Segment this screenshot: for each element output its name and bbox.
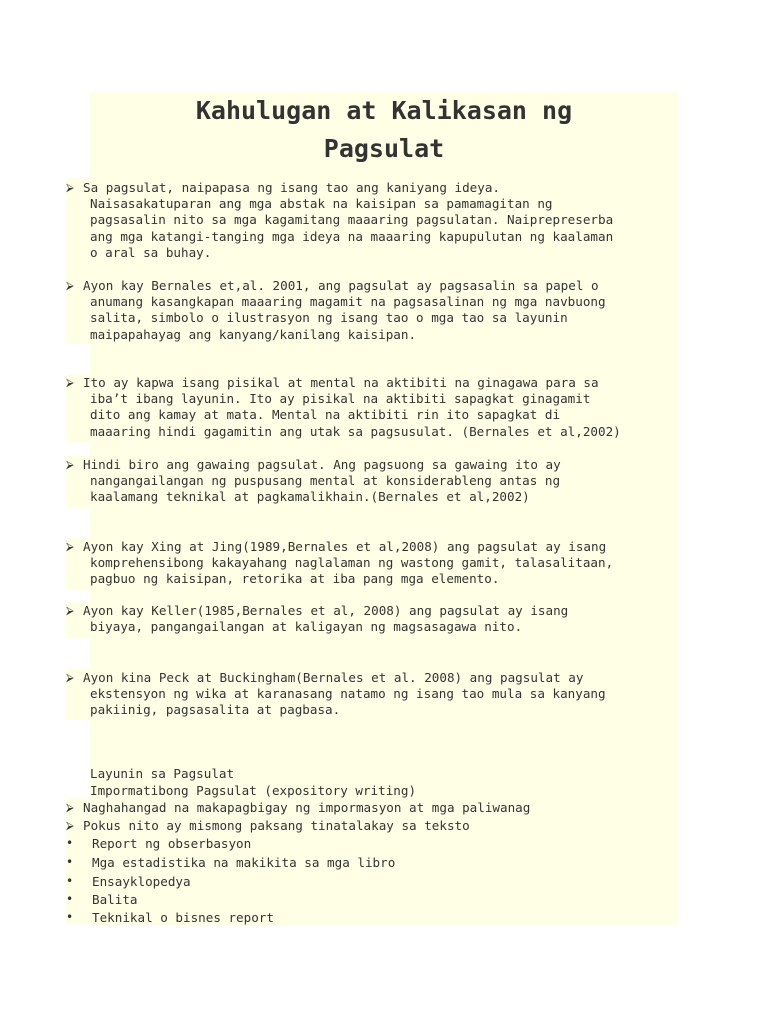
arrow-bullet-icon: ⮚	[66, 671, 74, 684]
arrow-bullet-icon: ⮚	[66, 376, 74, 389]
paragraph-first-line: Ito ay kapwa isang pisikal at mental na aktibiti na ginagawa para sa	[83, 375, 599, 390]
section-subheading: Impormatibong Pagsulat (expository writing)	[90, 783, 417, 798]
paragraph-line: pakiinig, pagsasalita at pagbasa.	[90, 702, 341, 718]
bullet-text: Mga estadistika na makikita sa mga libro	[92, 855, 396, 870]
paragraph-line: kaalamang teknikal at pagkamalikhain.(Bernales et al,2002)	[90, 489, 530, 505]
paragraph-line: salita, simbolo o ilustrasyon ng isang tao o mga tao sa layunin	[90, 310, 568, 326]
bullet-dot-icon: •	[66, 892, 74, 906]
paragraph-first-line: Ayon kay Xing at Jing(1989,Bernales et al,2008) ang pagsulat ay isang	[83, 539, 607, 554]
paragraph-line: komprehensibong kakayahang naglalaman ng wastong gamit, talasalitaan,	[90, 555, 614, 571]
paragraph-line: Naisasakatuparan ang mga abstak na kaisipan sa pamamagitan ng	[90, 196, 553, 212]
paragraph-first-line: Ayon kay Bernales et,al. 2001, ang pagsulat ay pagsasalin sa papel o	[83, 278, 599, 293]
paragraph-first-line: Hindi biro ang gawaing pagsulat. Ang pagsuong sa gawaing ito ay	[83, 457, 561, 472]
arrow-bullet-icon: ⮚	[66, 801, 74, 814]
arrow-item	[66, 818, 470, 834]
paragraph	[66, 180, 613, 261]
bullet-item	[66, 874, 191, 889]
paragraph	[66, 539, 613, 588]
bullet-item	[66, 892, 138, 907]
arrow-bullet-icon: ⮚	[66, 604, 74, 617]
paragraph	[66, 670, 606, 719]
paragraph-line: pagbuo ng kaisipan, retorika at iba pang mga elemento.	[90, 571, 500, 587]
bullet-text: Teknikal o bisnes report	[92, 910, 274, 925]
page-title	[90, 92, 678, 168]
arrow-bullet-icon: ⮚	[66, 279, 74, 292]
paragraph	[66, 278, 606, 343]
paragraph	[66, 457, 561, 506]
paragraph-first-line: Ayon kina Peck at Buckingham(Bernales et al. 2008) ang pagsulat ay	[83, 670, 584, 685]
title-line: Pagsulat	[323, 134, 445, 163]
section-heading: Layunin sa Pagsulat	[90, 766, 235, 781]
paragraph-first-line: Sa pagsulat, naipapasa ng isang tao ang kaniyang ideya.	[83, 180, 501, 195]
paragraph-line: maaaring hindi gagamitin ang utak sa pagsusulat. (Bernales et al,2002)	[90, 423, 621, 439]
arrow-bullet-icon: ⮚	[66, 458, 74, 471]
arrow-item-text: Naghahangad na makapagbigay ng impormasyon at mga paliwanag	[83, 800, 531, 815]
bullet-dot-icon: •	[66, 855, 74, 869]
paragraph-line: biyaya, pangangailangan at kaligayan ng magsasagawa nito.	[90, 619, 523, 635]
bullet-item	[66, 910, 274, 925]
paragraph	[66, 375, 621, 440]
paragraph-line: iba’t ibang layunin. Ito ay pisikal na aktibiti sapagkat ginagamit	[90, 391, 591, 407]
arrow-item	[66, 800, 530, 816]
arrow-bullet-icon: ⮚	[66, 181, 74, 194]
arrow-bullet-icon: ⮚	[66, 819, 74, 832]
bullet-text: Report ng obserbasyon	[92, 836, 252, 851]
paragraph-line: ang mga katangi-tanging mga ideya na maaaring kapupulutan ng kaalaman	[90, 228, 614, 244]
bullet-text: Ensayklopedya	[92, 874, 191, 889]
paragraph-line: pagsasalin nito sa mga kagamitang maaaring pagsulatan. Naiprepreserba	[90, 212, 614, 228]
paragraph-line: ekstensyon ng wika at karanasang natamo ng isang tao mula sa kanyang	[90, 686, 606, 702]
paragraph	[66, 603, 568, 635]
bullet-dot-icon: •	[66, 910, 74, 924]
paragraph-line: anumang kasangkapan maaaring magamit na pagsasalinan ng mga navbuong	[90, 294, 606, 310]
bullet-item	[66, 836, 251, 851]
bullet-dot-icon: •	[66, 874, 74, 888]
title-line: Kahulugan at Kalikasan ng	[195, 96, 573, 125]
paragraph-line: maipapahayag ang kanyang/kanilang kaisipan.	[90, 326, 417, 342]
paragraph-line: dito ang kamay at mata. Mental na aktibiti rin ito sapagkat di	[90, 407, 561, 423]
paragraph-line: o aral sa buhay.	[90, 244, 212, 260]
arrow-item-text: Pokus nito ay mismong paksang tinatalakay sa teksto	[83, 818, 470, 833]
paragraph-first-line: Ayon kay Keller(1985,Bernales et al, 2008) ang pagsulat ay isang	[83, 603, 569, 618]
bullet-text: Balita	[92, 892, 138, 907]
arrow-bullet-icon: ⮚	[66, 540, 74, 553]
bullet-dot-icon: •	[66, 836, 74, 850]
paragraph-line: nangangailangan ng puspusang mental at konsiderableng antas ng	[90, 473, 561, 489]
bullet-item	[66, 855, 395, 870]
